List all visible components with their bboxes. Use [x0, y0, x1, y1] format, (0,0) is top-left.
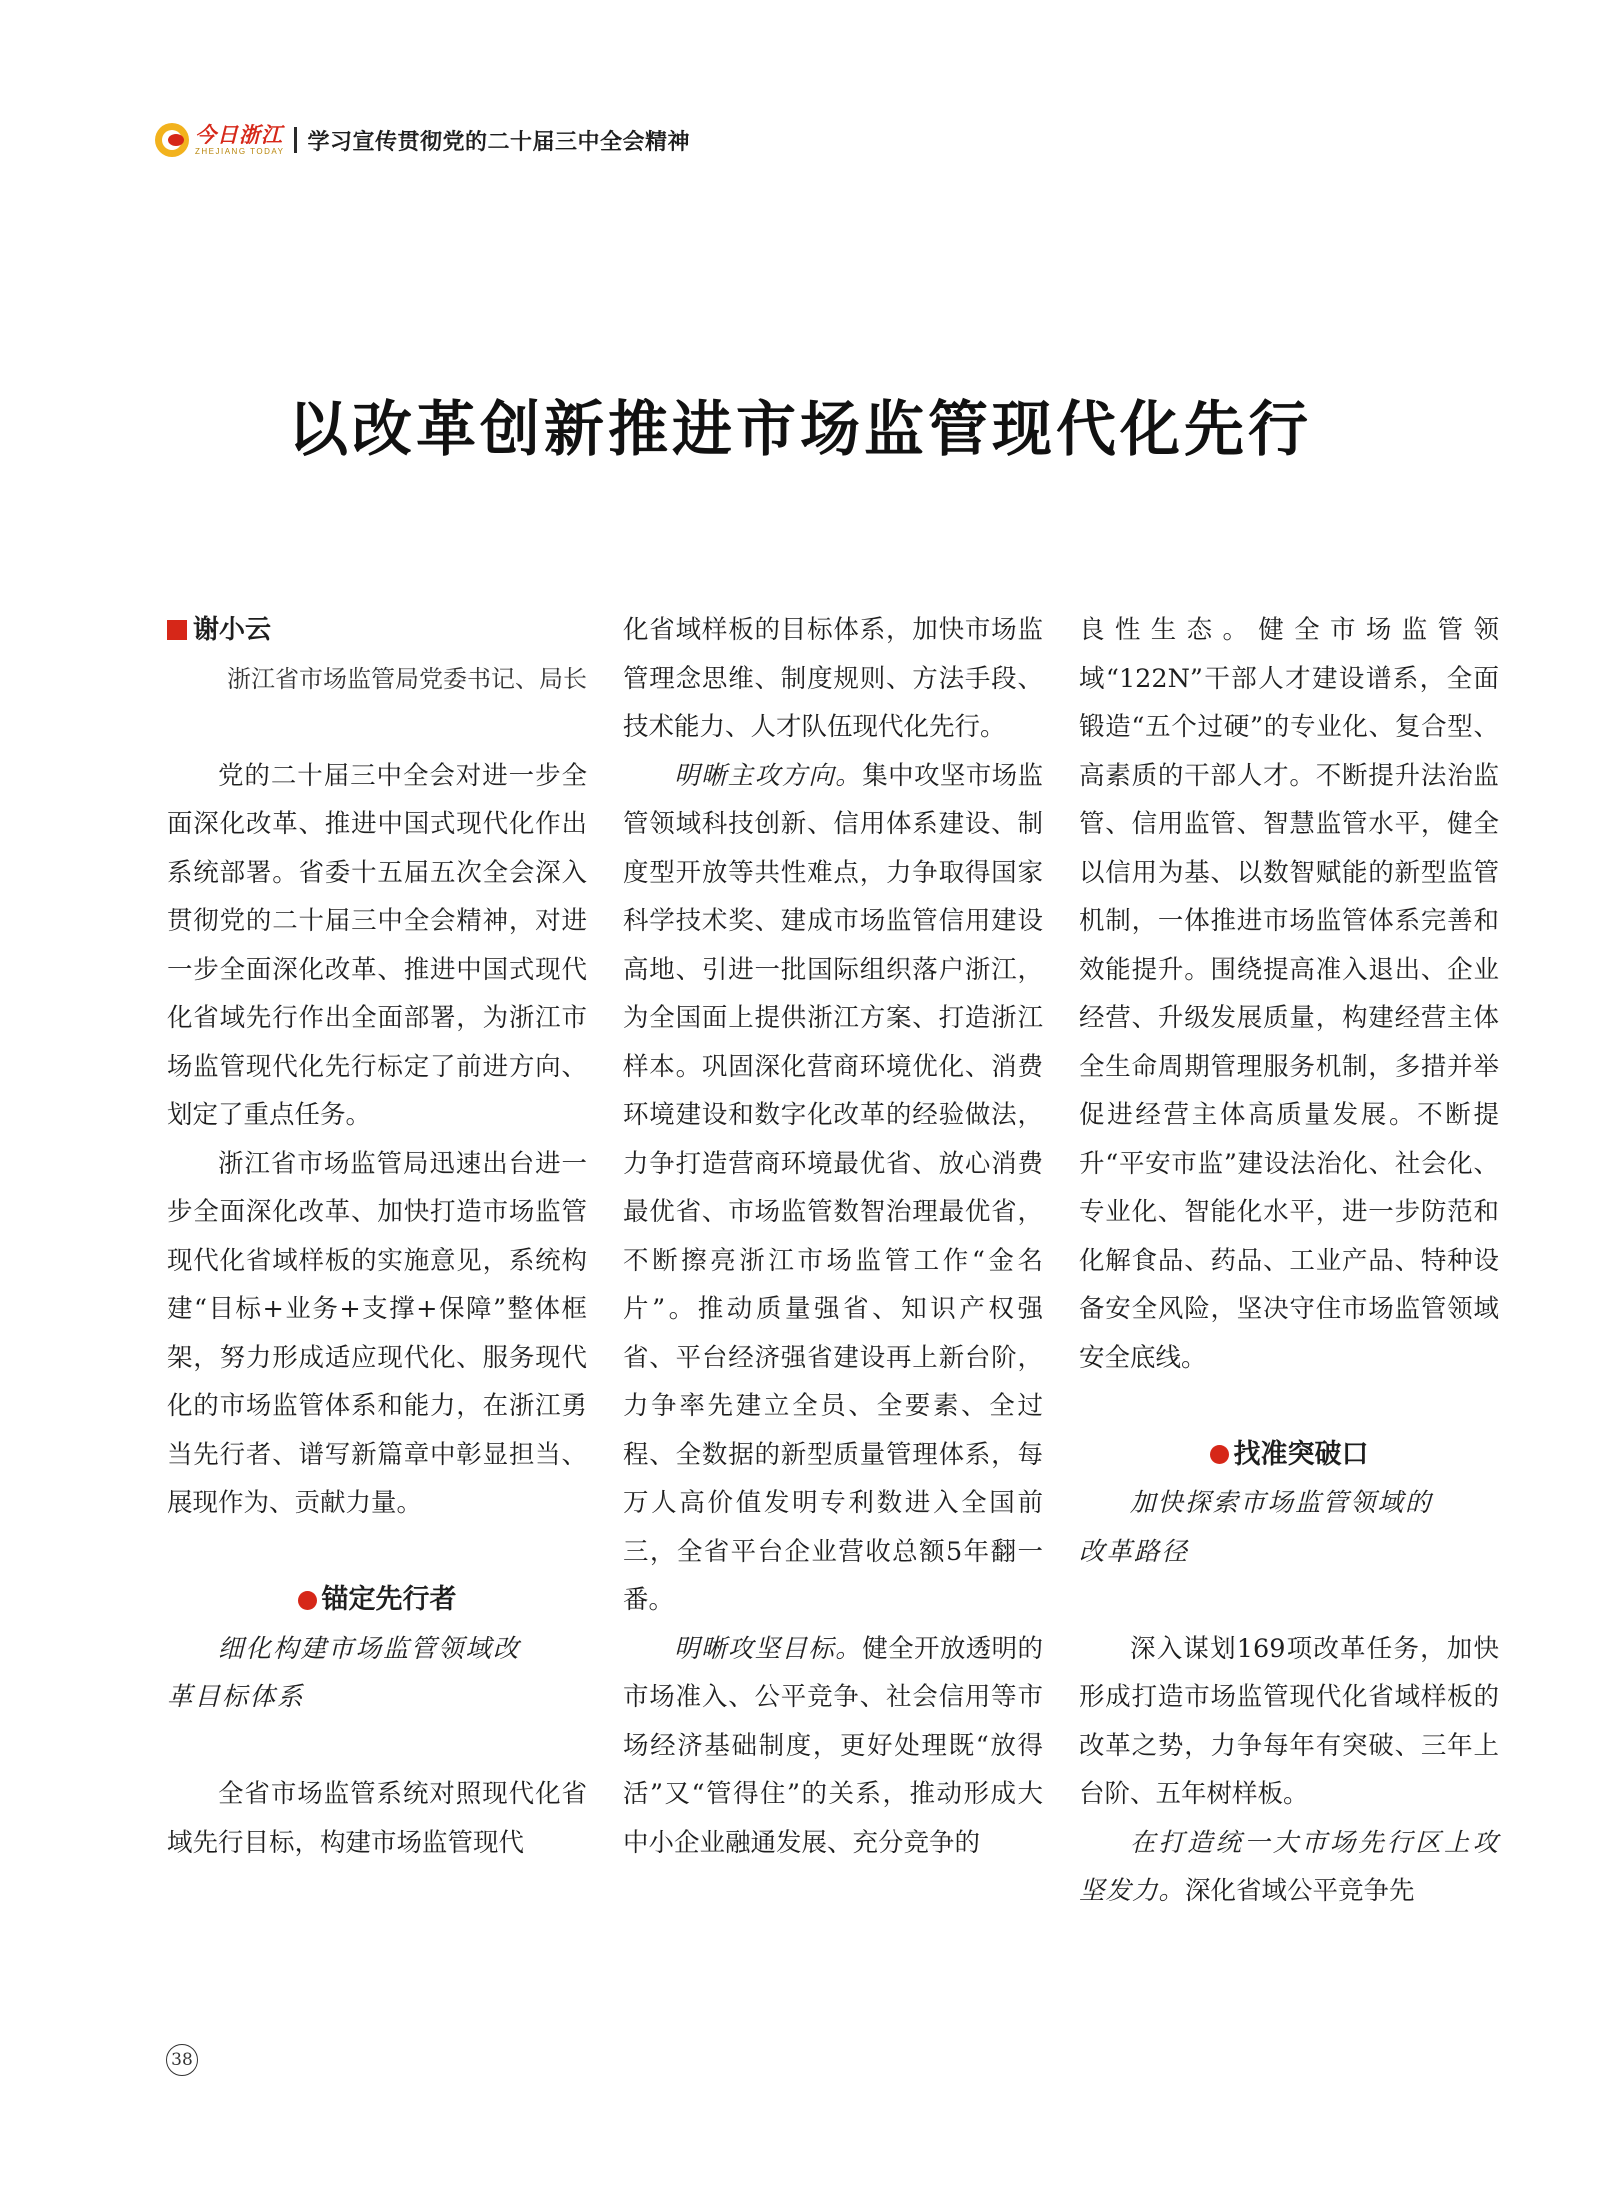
spacer — [167, 703, 587, 752]
paragraph-text: 健全开放透明的市场准入、公平竞争、社会信用等市场经济基础制度，更好处理既“放得活”又“管得住”的关系，推动形成大中小企业融通发展、充分竞争的 — [623, 1633, 1043, 1858]
magazine-header — [155, 118, 690, 162]
section-1-subheading-line-2: 革目标体系 — [167, 1682, 305, 1712]
spacer — [1079, 1576, 1499, 1625]
spacer — [167, 1722, 587, 1771]
paragraph-text: 集中攻坚市场监管领域科技创新、信用体系建设、制度型开放等共性难点，力争取得国家科学技术奖、建成市场监管信用建设高地、引进一批国际组织落户浙江，为全国面上提供浙江方案、打造浙江样本。巩固深化营商环境优化、消费环境建设和数字化改革的经验做法，力争打造营商环境最优省、放心消费最优省、市场监管数智治理最优省，不断擦亮浙江市场监管工作“金名片”。推动质量强省、知识产权强省、平台经济强省建设再上新台阶，力争率先建立全员、全要素、全过程、全数据的新型质量管理体系，每万人高价值发明专利数进入全国前三，全省平台企业营收总额5年翻一番。 — [623, 760, 1043, 1615]
text-column-2 — [623, 606, 1043, 1867]
section-1-paragraph-1-continued: 化省域样板的目标体系，加快市场监管理念思维、制度规则、方法手段、技术能力、人才队伍现代化先行。 — [623, 615, 1043, 742]
header-divider — [294, 127, 297, 153]
logo-wordmark — [195, 124, 284, 156]
section-1-paragraph-1: 全省市场监管系统对照现代化省域先行目标，构建市场监管现代 — [167, 1779, 587, 1858]
text-column-1 — [167, 606, 587, 1867]
section-2-heading-text: 找准突破口 — [1233, 1438, 1369, 1470]
section-2-subheading-line-2: 改革路径 — [1079, 1536, 1190, 1567]
paragraph-lead: 明晰攻坚目标。 — [674, 1633, 863, 1664]
section-1-paragraph-2 — [623, 752, 1043, 1625]
spacer — [1079, 1382, 1499, 1431]
paragraph-text: 深化省域公平竞争先 — [1185, 1876, 1415, 1906]
spacer — [167, 1528, 587, 1577]
magazine-logo — [155, 123, 284, 157]
section-2-paragraph-2 — [1079, 1819, 1499, 1916]
page-number: 38 — [166, 2044, 198, 2076]
paragraph-lead: 在打造统一大市场先行区上攻坚发力。 — [1079, 1827, 1499, 1906]
sun-logo-icon — [155, 123, 189, 157]
intro-paragraph-2: 浙江省市场监管局迅速出台进一步全面深化改革、加快打造市场监管现代化省域样板的实施意见，系统构建“目标+业务+支撑+保障”整体框架，努力形成适应现代化、服务现代化的市场监管体系和能力，在浙江勇当先行者、谱写新篇章中彰显担当、展现作为、贡献力量。 — [167, 1148, 587, 1518]
article-title: 以改革创新推进市场监管现代化先行 — [288, 395, 1312, 465]
section-2-heading — [1079, 1431, 1499, 1480]
section-1-heading-text: 锚定先行者 — [321, 1584, 457, 1615]
section-1-heading — [167, 1576, 587, 1625]
intro-paragraph-1: 党的二十届三中全会对进一步全面深化改革、推进中国式现代化作出系统部署。省委十五届五次全会深入贯彻党的二十届三中全会精神，对进一步全面深化改革、推进中国式现代化省域先行作出全面部署，为浙江市场监管现代化先行标定了前进方向、划定了重点任务。 — [167, 760, 587, 1130]
section-2-subheading-line-1: 加快探索市场监管领域的 — [1130, 1488, 1433, 1518]
author-title: 浙江省市场监管局党委书记、局长 — [227, 664, 587, 693]
red-square-icon — [167, 620, 187, 640]
author-line — [167, 606, 587, 655]
red-dot-icon — [298, 1591, 317, 1610]
author-name: 谢小云 — [193, 615, 272, 645]
section-1-subheading-line-1: 细化构建市场监管领域改 — [218, 1633, 521, 1664]
paragraph-lead: 明晰主攻方向。 — [674, 760, 863, 791]
logo-text: 今日浙江 — [195, 122, 283, 147]
text-column-3 — [1079, 606, 1499, 1916]
section-2-paragraph-1: 深入谋划169项改革任务，加快形成打造市场监管现代化省域样板的改革之势，力争每年有突破、三年上台阶、五年树样板。 — [1079, 1633, 1499, 1809]
section-1-paragraph-3 — [623, 1625, 1043, 1868]
column-title: 学习宣传贯彻党的二十届三中全会精神 — [307, 129, 690, 155]
red-dot-icon — [1210, 1445, 1229, 1464]
logo-subtext: ZHEJIANG TODAY — [195, 147, 285, 156]
section-1-paragraph-3-continued: 良性生态。健全市场监管领域“122N”干部人才建设谱系，全面锻造“五个过硬”的专业化、复合型、高素质的干部人才。不断提升法治监管、信用监管、智慧监管水平，健全以信用为基、以数智赋能的新型监管机制，一体推进市场监管体系完善和效能提升。围绕提高准入退出、企业经营、升级发展质量，构建经营主体全生命周期管理服务机制，多措并举促进经营主体高质量发展。不断提升“平安市监”建设法治化、社会化、专业化、智能化水平，进一步防范和化解食品、药品、工业产品、特种设备安全风险，坚决守住市场监管领域安全底线。 — [1079, 615, 1499, 1373]
